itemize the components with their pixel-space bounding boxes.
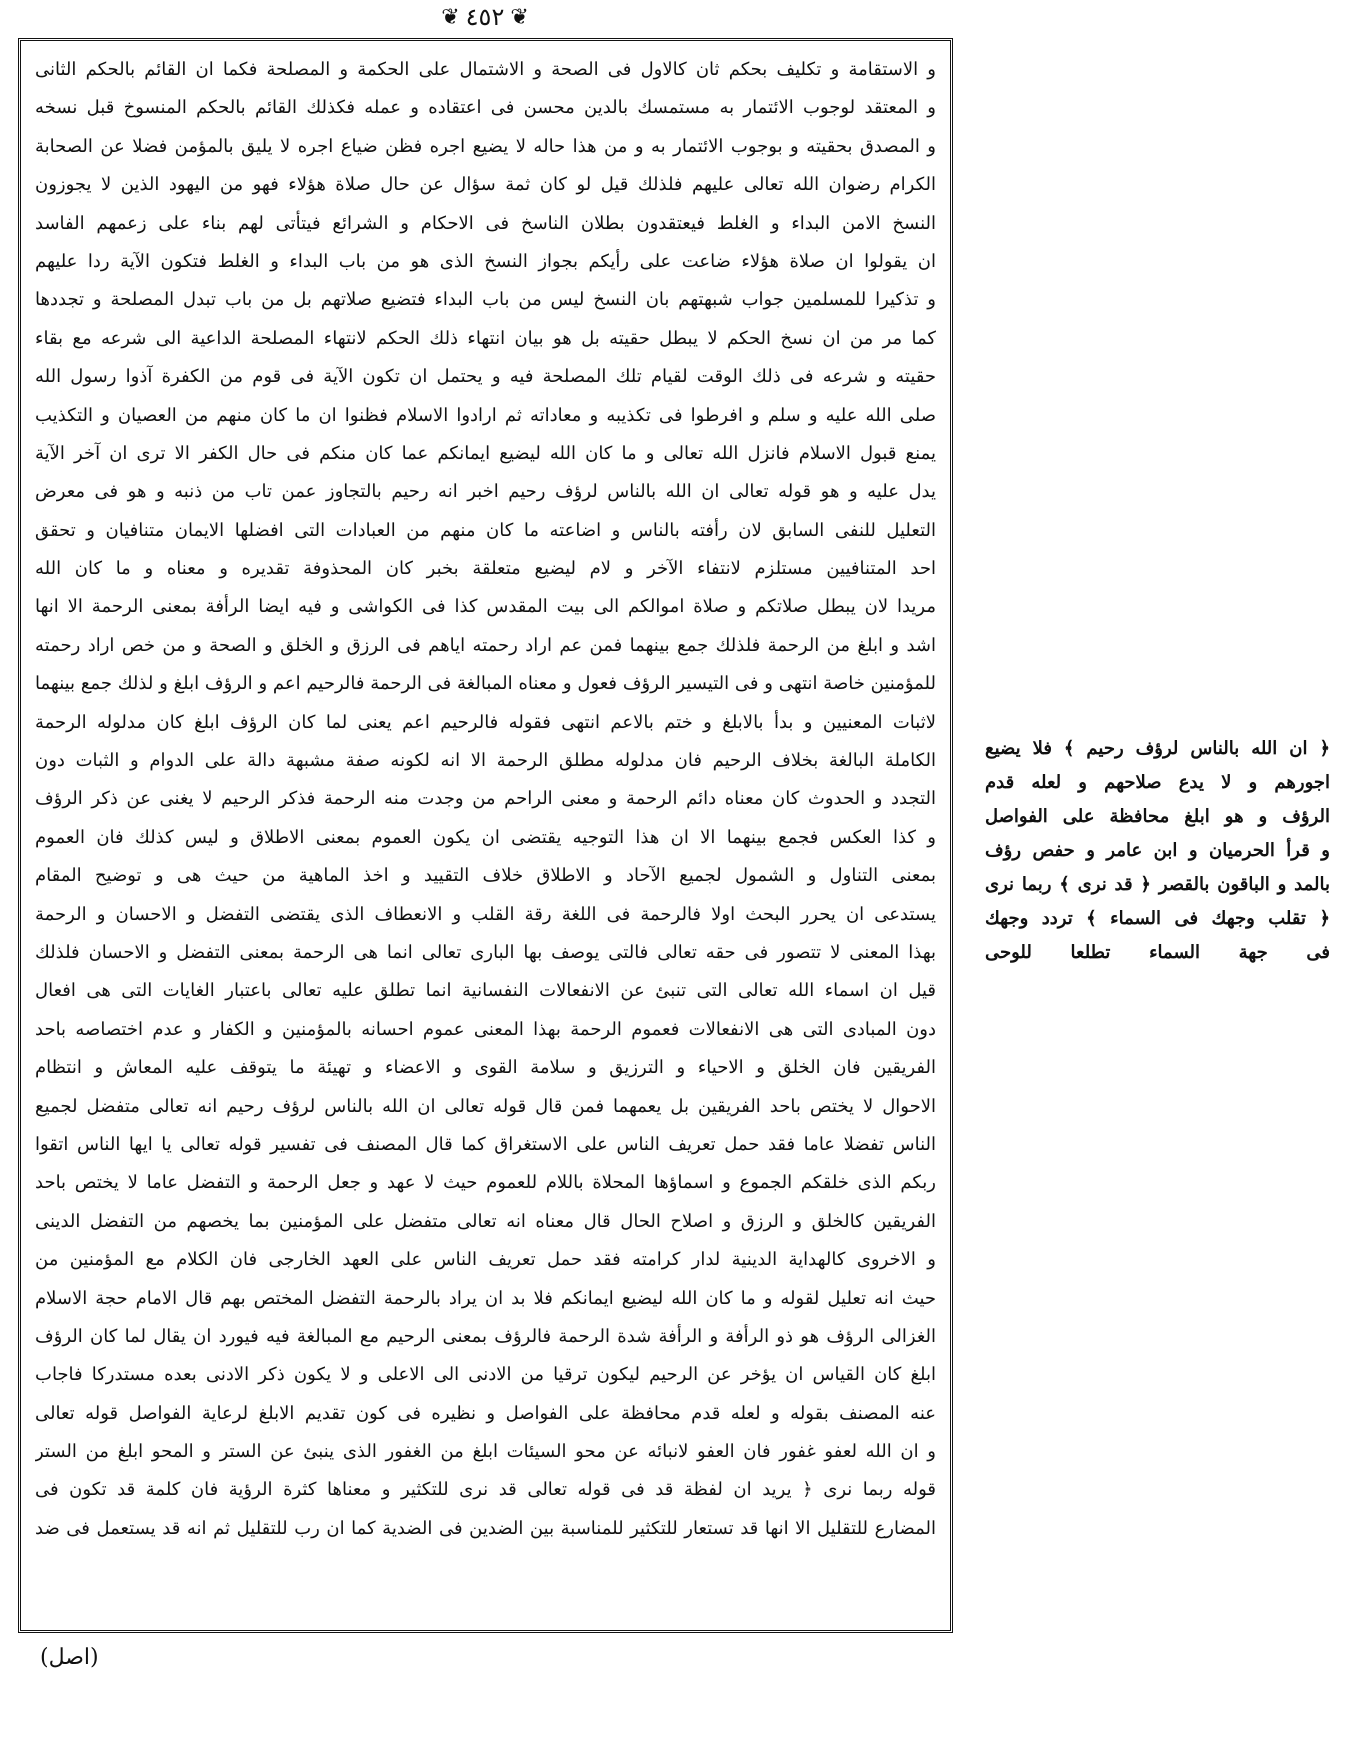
- body-line: بمعنى التناول و الشمول لجميع الآحاد و الاطلاق خلاف التقييد و اخذ الماهية من حيث هى و توضيح المقام: [35, 865, 936, 887]
- body-line: للمؤمنين خاصة انتهى و فى التيسير الرؤف فعول و معناه المبالغة فى الرحمة فالرحيم اعم و الرؤف ابلغ و لذلك جمع بينهما: [35, 673, 936, 695]
- body-line: و ان الله لعفو غفور فان العفو لانبائه عن محو السيئات ابلغ من الغفور الذى ينبئ عن الستر و المحو ابلغ من الستر: [35, 1441, 936, 1463]
- body-line: الكرام رضوان الله تعالى عليهم فلذلك قيل لو كان ثمة سؤال عن حال صلاة هؤلاء فهو من اليهود الذين لا يجوزون: [35, 174, 936, 196]
- body-line: قوله ربما نرى ﴿ يريد ان لفظة قد فى قوله تعالى قد نرى للتكثير و معناها كثرة الرؤية فان كلمة قد تكون فى: [35, 1479, 936, 1501]
- body-line: لاثبات المعنيين و بدأ بالابلغ و ختم بالاعم انتهى فقوله فالرحيم اعم يعنى لما كان الرؤف ابلغ كان مدلوله الرحمة: [35, 711, 936, 733]
- body-line: الناس تفضلا عاما فقد حمل تعريف الناس على الاستغراق كما قال المصنف فى تفسير قوله تعالى يا ايها الناس اتقوا: [35, 1133, 936, 1155]
- body-line: الفريقين كالخلق و الرزق و اصلاح الحال قال معناه انه تعالى متفضل على المؤمنين بما يخصهم من التفضل الدينى: [35, 1210, 936, 1232]
- body-line: يمنع قبول الاسلام فانزل الله تعالى و ما كان الله ليضيع ايمانكم عما كان منكم فى حال الكفر الا ترى ان آخر الآية: [35, 442, 936, 464]
- body-line: بهذا المعنى لا تتصور فى حقه تعالى فالتى يوصف بها البارى تعالى انما هى الرحمة بمعنى التفضل و الاحسان فلذلك: [35, 941, 936, 963]
- margin-line: بالمد و الباقون بالقصر ﴿ قد نرى ﴾ ربما نرى: [985, 874, 1330, 895]
- margin-line: ﴿ ان الله بالناس لرؤف رحيم ﴾ فلا يضيع: [985, 738, 1330, 759]
- body-line: التعليل للنفى السابق لان رأفته بالناس و اضاعته ما كان منهم من العبادات التى افضلها الايمان متنافيان و تحقق: [35, 519, 936, 541]
- margin-line: و قرأ الحرميان و ابن عامر و حفص رؤف: [985, 840, 1330, 861]
- body-line: ابلغ كان القياس ان يؤخر عن الرحيم ليكون ترقيا من الادنى الى الاعلى و لا يكون ذكر الادنى بعده مستدركا فاجاب: [35, 1364, 936, 1386]
- body-line: مريدا لان يبطل صلاتكم و صلاة اموالكم الى بيت المقدس كذا فى الكواشى و فيه ايضا الرأفة بمعنى الرحمة الا انها: [35, 596, 936, 618]
- margin-line: اجورهم و لا يدع صلاحهم و لعله قدم: [985, 772, 1330, 793]
- margin-commentary: [985, 732, 1330, 970]
- body-line: و المعتقد لوجوب الائتمار به مستمسك بالدين محسن فى اعتقاده و عمله فكذلك القائم بالحكم المنسوخ قبل نسخه: [35, 97, 936, 119]
- body-line: ان يقولوا ان صلاة هؤلاء ضاعت على رأيكم بجواز النسخ الذى هو من باب البداء و الغلط فتكون الآية ردا عليهم: [35, 250, 936, 272]
- body-line: احد المتنافيين مستلزم لانتفاء الآخر و لام ليضيع متعلقة بخبر كان المحذوفة تقديره و معناه و ما كان الله: [35, 558, 936, 580]
- body-line: و كذا العكس فجمع بينهما الا ان هذا التوجيه يقتضى ان يكون العموم بمعنى الاطلاق و ليس كذلك فان العموم: [35, 826, 936, 848]
- page-number-header: [410, 0, 560, 34]
- body-line: و تذكيرا للمسلمين جواب شبهتهم بان النسخ ليس من باب البداء فتضيع صلاتهم بل من باب تبدل المصلحة و تجددها: [35, 289, 936, 311]
- page-number: ٤٥٢: [465, 3, 505, 31]
- body-line: عنه المصنف بقوله و لعله قدم محافظة على الفواصل و نظيره فى كون تقديم الابلغ لرعاية الفواصل قوله تعالى: [35, 1402, 936, 1424]
- ornament-left-icon: ❦: [510, 4, 529, 30]
- body-line: صلى الله عليه و سلم و افرطوا فى تكذيبه و معاداته ثم ارادوا الاسلام فظنوا ان ما كان منهم من العصيان و التكذيب: [35, 404, 936, 426]
- body-line: الكاملة البالغة بخلاف الرحيم فان مدلوله مطلق الرحمة الا انه لكونه صفة مشبهة دالة على الدوام و الثبات دون: [35, 750, 936, 772]
- body-line: دون المبادى التى هى الانفعالات فعموم الرحمة بهذا المعنى عموم احسانه بالمؤمنين و الكفار و عدم اختصاصه باحد: [35, 1018, 936, 1040]
- body-line: الغزالى الرؤف هو ذو الرأفة و الرأفة شدة الرحمة فالرؤف بمعنى الرحيم مع المبالغة فيه فيورد ان يقال لما كان الرؤف: [35, 1325, 936, 1347]
- body-line: الفريقين فان الخلق و الاحياء و الترزيق و سلامة القوى و الاعضاء و تهيئة ما يتوقف عليه المعاش و انتظام: [35, 1057, 936, 1079]
- main-text-frame: [18, 38, 953, 1633]
- body-line: حيث انه تعليل لقوله و ما كان الله ليضيع ايمانكم فلا بد ان يراد بالرحمة التفضل المختص بهم قال الامام حجة الاسلام: [35, 1287, 936, 1309]
- body-line: المضارع للتقليل الا انها قد تستعار للتكثير للمناسبة بين الضدين فى الضدية كما ان رب للتقليل ثم انه قد يستعمل فى ضد: [35, 1517, 936, 1539]
- body-line: قيل ان اسماء الله تعالى التى تنبئ عن الانفعالات النفسانية انما تطلق عليه تعالى باعتبار الغايات التى هى افعال: [35, 980, 936, 1002]
- margin-line: الرؤف و هو ابلغ محافظة على الفواصل: [985, 806, 1330, 827]
- body-line: كما مر من ان نسخ الحكم لا يبطل حقيته بل هو بيان انتهاء ذلك الحكم لانتهاء المصلحة الداعية الى شرعه مع بقاء: [35, 327, 936, 349]
- body-line: يستدعى ان يحرر البحث اولا فالرحمة فى اللغة رقة القلب و الانعطاف الذى يقتضى التفضل و الاحسان و الرحمة: [35, 903, 936, 925]
- body-line: حقيته و شرعه فى ذلك الوقت لقيام تلك المصلحة فيه و يحتمل ان تكون الآية فى قوم من الكفرة آذوا رسول الله: [35, 366, 936, 388]
- body-line: النسخ الامن البداء و الغلط فيعتقدون بطلان الناسخ فى الاحكام و الشرائع فيتأتى لهم بناء على زعمهم الفاسد: [35, 212, 936, 234]
- body-line: ربكم الذى خلقكم الجموع و اسماؤها المحلاة باللام للعموم حيث لا عهد و جعل الرحمة و التفضل عاما لا يختص باحد: [35, 1172, 936, 1194]
- main-commentary-text: [35, 51, 936, 1548]
- ornament-right-icon: ❦: [441, 4, 460, 30]
- body-line: اشد و ابلغ من الرحمة فلذلك جمع بينهما فمن عم اراد رحمته اياهم فى الرزق و الخلق و الصحة و من خص اراد رحمته: [35, 634, 936, 656]
- body-line: يدل عليه و هو قوله تعالى ان الله بالناس لرؤف رحيم اخبر انه رحيم بالتجاوز عمن تاب من ذنبه و هو فى معرض: [35, 481, 936, 503]
- body-line: و الاخروى كالهداية الدينية لدار كرامته فقد حمل تعريف الناس على العهد الخارجى فان الكلام مع المؤمنين من: [35, 1249, 936, 1271]
- margin-line: فى جهة السماء تطلعا للوحى: [985, 942, 1330, 963]
- body-line: الاحوال لا يختص باحد الفريقين بل يعمهما فمن قال قوله تعالى ان الله بالناس لرؤف رحيم انه تعالى متفضل لجميع: [35, 1095, 936, 1117]
- body-line: و المصدق بحقيته و بوجوب الائتمار به و من هذا حاله لا يضيع اجره فظن ضياع اجره لا يليق بالمؤمن فضلا عن الصحابة: [35, 135, 936, 157]
- body-line: التجدد و الحدوث كان معناه دائم الرحمة و معنى الراحم من وجدت منه الرحمة فذكر الرحيم لا يغنى عن ذكر الرؤف: [35, 788, 936, 810]
- footer-label: (اصل): [40, 1645, 99, 1670]
- margin-line: ﴿ تقلب وجهك فى السماء ﴾ تردد وجهك: [985, 908, 1330, 929]
- body-line: و الاستقامة و تكليف بحكم ثان كالاول فى الصحة و الاشتمال على الحكمة و المصلحة فكما ان القائم بالحكم الثانى: [35, 59, 936, 80]
